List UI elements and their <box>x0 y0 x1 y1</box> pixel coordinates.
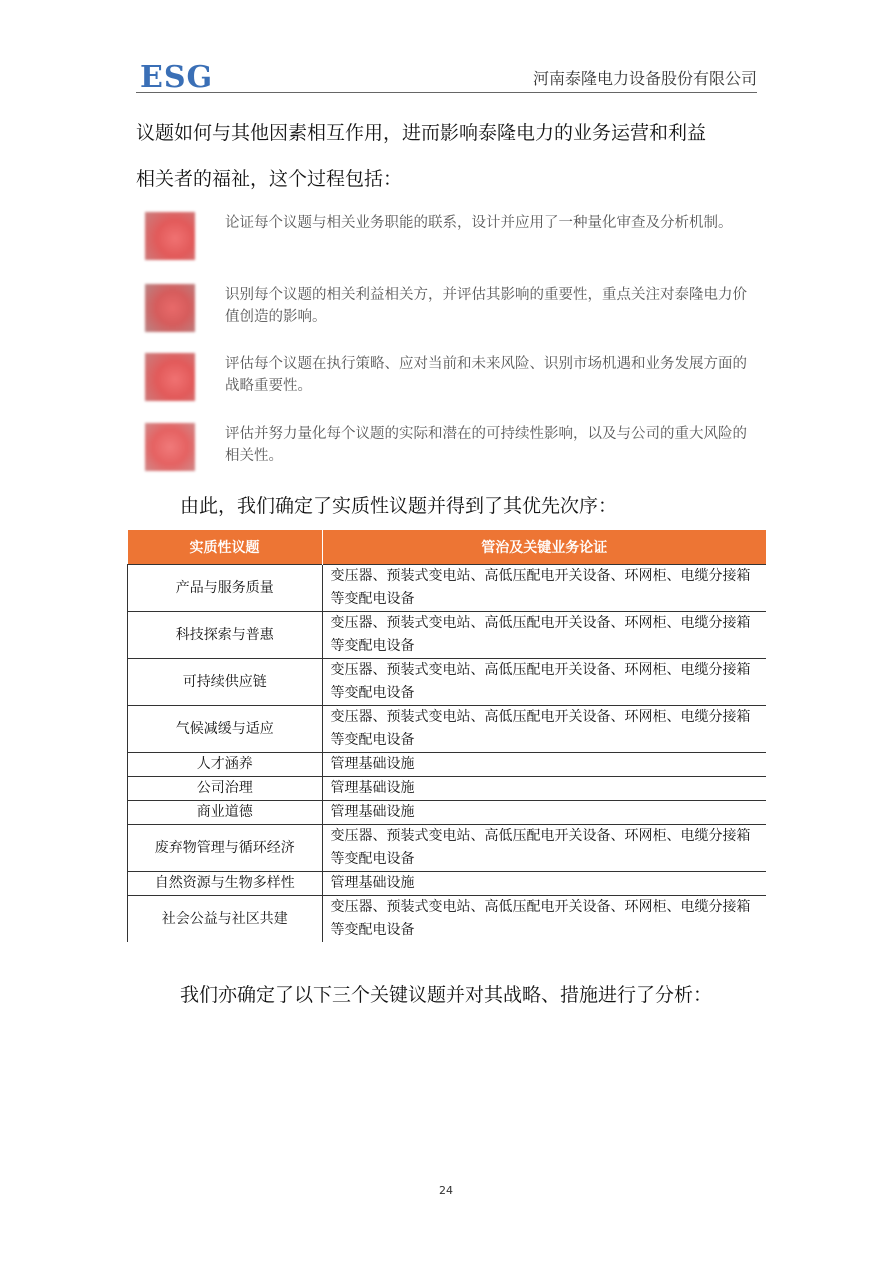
table-row <box>128 753 767 777</box>
table-row <box>128 801 767 825</box>
topic-cell: 公司治理 <box>128 777 323 801</box>
table-row <box>128 706 767 753</box>
table-header-row <box>128 530 767 565</box>
materiality-table <box>127 530 766 942</box>
bullet-text: 识别每个议题的相关利益相关方，并评估其影响的重要性，重点关注对泰隆电力价值创造的影响。 <box>225 287 747 325</box>
topic-cell: 商业道德 <box>128 801 323 825</box>
table-row <box>128 659 767 706</box>
bullet-text: 评估每个议题在执行策略、应对当前和未来风险、识别市场机遇和业务发展方面的战略重要性。 <box>225 356 747 394</box>
topic-cell: 废弃物管理与循环经济 <box>128 825 323 872</box>
intro-line-2: 相关者的福祉，这个过程包括： <box>136 168 403 190</box>
basis-cell: 管理基础设施 <box>322 777 766 801</box>
table-row <box>128 612 767 659</box>
basis-cell: 变压器、预装式变电站、高低压配电开关设备、环网柜、电缆分接箱等变配电设备 <box>322 565 766 612</box>
basis-cell: 管理基础设施 <box>322 801 766 825</box>
page-number: 24 <box>439 1184 453 1197</box>
priority-line: 由此，我们确定了实质性议题并得到了其优先次序： <box>180 495 618 517</box>
basis-cell: 变压器、预装式变电站、高低压配电开关设备、环网柜、电缆分接箱等变配电设备 <box>322 612 766 659</box>
column-header-basis: 管治及关键业务论证 <box>322 530 766 565</box>
basis-cell: 管理基础设施 <box>322 872 766 896</box>
table-row <box>128 565 767 612</box>
column-header-topic: 实质性议题 <box>128 530 323 565</box>
topic-cell: 人才涵养 <box>128 753 323 777</box>
table-row <box>128 777 767 801</box>
table-row <box>128 825 767 872</box>
blurred-thumbnail-icon <box>145 212 195 260</box>
topic-cell: 自然资源与生物多样性 <box>128 872 323 896</box>
blurred-thumbnail-icon <box>145 423 195 471</box>
header-company: 河南泰隆电力设备股份有限公司 <box>532 69 757 88</box>
table-row <box>128 896 767 943</box>
topic-cell: 可持续供应链 <box>128 659 323 706</box>
blurred-thumbnail-icon <box>145 353 195 401</box>
basis-cell: 变压器、预装式变电站、高低压配电开关设备、环网柜、电缆分接箱等变配电设备 <box>322 659 766 706</box>
basis-cell: 管理基础设施 <box>322 753 766 777</box>
table-row <box>128 872 767 896</box>
bullet-text: 论证每个议题与相关业务职能的联系，设计并应用了一种量化审查及分析机制。 <box>225 215 733 231</box>
basis-cell: 变压器、预装式变电站、高低压配电开关设备、环网柜、电缆分接箱等变配电设备 <box>322 706 766 753</box>
topic-cell: 社会公益与社区共建 <box>128 896 323 943</box>
header-rule <box>136 92 757 93</box>
header-logo: ESG <box>140 60 214 95</box>
bullet-text: 评估并努力量化每个议题的实际和潜在的可持续性影响，以及与公司的重大风险的相关性。 <box>225 426 747 464</box>
topic-cell: 产品与服务质量 <box>128 565 323 612</box>
blurred-thumbnail-icon <box>145 284 195 332</box>
intro-line-1: 议题如何与其他因素相互作用，进而影响泰隆电力的业务运营和利益 <box>136 122 707 144</box>
topic-cell: 科技探索与普惠 <box>128 612 323 659</box>
basis-cell: 变压器、预装式变电站、高低压配电开关设备、环网柜、电缆分接箱等变配电设备 <box>322 825 766 872</box>
basis-cell: 变压器、预装式变电站、高低压配电开关设备、环网柜、电缆分接箱等变配电设备 <box>322 896 766 943</box>
key-topics-line: 我们亦确定了以下三个关键议题并对其战略、措施进行了分析： <box>180 984 713 1006</box>
topic-cell: 气候减缓与适应 <box>128 706 323 753</box>
